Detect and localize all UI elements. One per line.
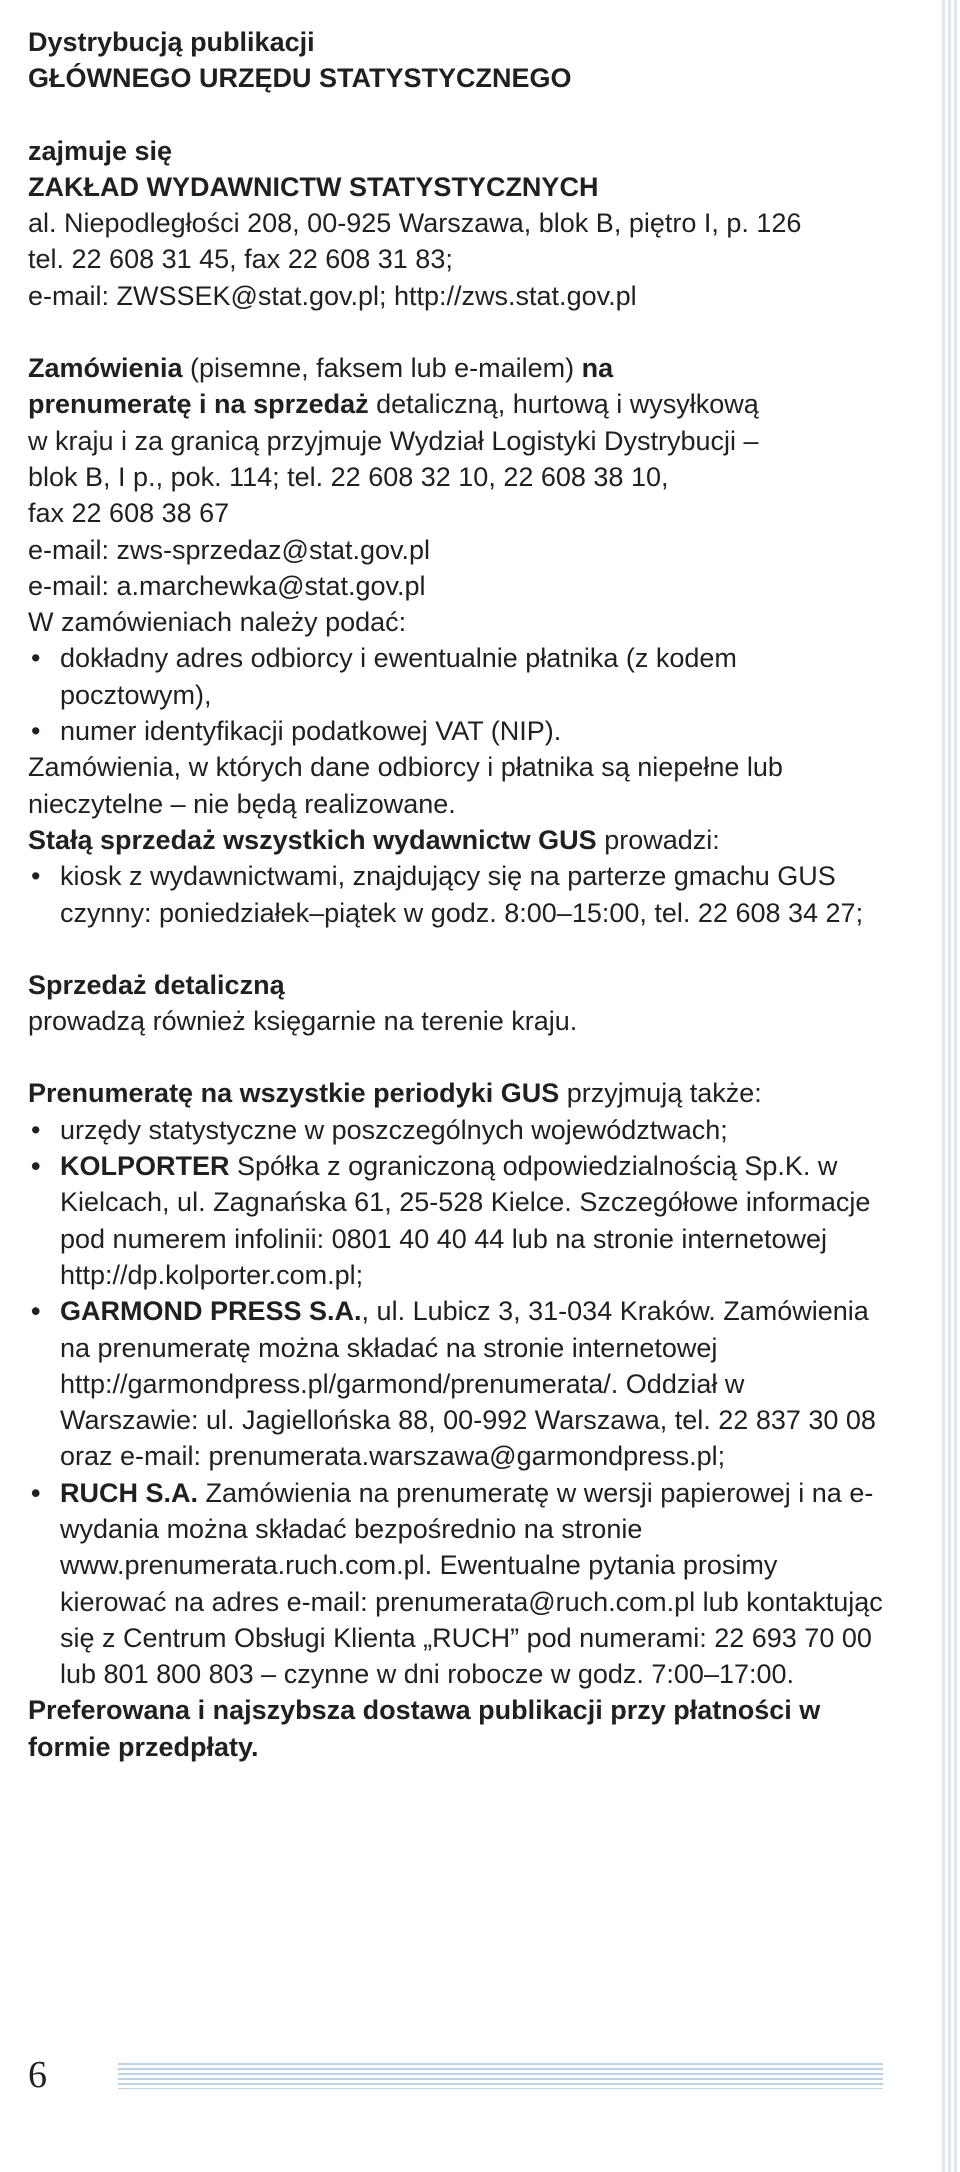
orders-line-2 [28,386,888,422]
page-edge-stripes [942,0,960,2172]
list-item [28,1293,888,1474]
retail-text: prowadzą również księgarnie na terenie kraju. [28,1006,578,1037]
list-item-text: , ul. Lubicz 3, 31-034 Kraków. Zamówienia na prenumeratę można składać na stronie internetowej http://garmondpress.pl/garmond/prenumerata/. Oddział w Warszawie: ul. Jagiellońska 88, 00-992 Warszawa, tel. 22 837 30 08 oraz e-mail: prenumerata.warszawa@garmondpress.pl; [60,1296,876,1472]
list-item [28,713,888,749]
subscription-lead-bold: Prenumeratę na wszystkie periodyki GUS [28,1078,560,1109]
orders-line-2-text: detaliczną, hurtową i wysyłkową [368,389,759,420]
list-item-text: Zamówienia na prenumeratę w wersji papierowej i na e-wydania można składać bezpośrednio na stronie www.prenumerata.ruch.com.pl. Ewentualne pytania prosimy kierować na adres e-mail: prenumerata@ruch.com.pl lub kontaktując się z Centrum Obsługi Klienta „RUCH” pod numerami: 22 693 70 00 lub 801 800 803 – czynne w dni robocze w godz. 7:00–17:00. [60,1477,883,1690]
list-item [28,1112,888,1148]
orders-note: Zamówienia, w których dane odbiorcy i płatnika są niepełne lub nieczytelne – nie będą realizowane. [28,752,783,819]
list-item-text: dokładny adres odbiorcy i ewentualnie płatnika (z kodem pocztowym), [60,643,737,710]
orders-lead [28,350,888,386]
header-line-1: Dystrybucją publikacji [28,27,315,57]
orders-na-bold: na [581,353,614,384]
footer-decorative-lines [118,2063,883,2089]
publisher-phone: tel. 22 608 31 45, fax 22 608 31 83; [28,244,453,275]
publisher-contact: e-mail: ZWSSEK@stat.gov.pl; http://zws.stat.gov.pl [28,280,637,311]
subscription-closing: Preferowana i najszybsza dostawa publikacji przy płatności w formie przedpłaty. [28,1695,821,1762]
distribution-info [28,24,888,1765]
permanent-sale-text: prowadzi: [596,824,720,855]
orders-line-2-bold: prenumeratę i na sprzedaż [28,389,369,420]
list-item-bold: GARMOND PRESS S.A. [60,1296,362,1327]
subscription-list [28,1112,888,1693]
subscription-lead [28,1075,888,1111]
orders-lead-text: (pisemne, faksem lub e-mailem) [182,353,582,384]
orders-requirements-list [28,640,888,749]
retail-title: Sprzedaż detaliczną [28,969,285,1000]
publisher-name: ZAKŁAD WYDAWNICTW STATYSTYCZNYCH [28,171,599,202]
list-item-text: kiosk z wydawnictwami, znajdujący się na parterze gmachu GUS czynny: poniedziałek–piątek w godz. 8:00–15:00, tel. 22 608 34 27; [60,861,864,928]
orders-fax: fax 22 608 38 67 [28,498,230,529]
subscription-lead-text: przyjmują także: [559,1078,762,1109]
orders-line-4: blok B, I p., pok. 114; tel. 22 608 32 10, 22 608 38 10, [28,461,669,492]
list-item-text: numer identyfikacji podatkowej VAT (NIP). [60,716,562,747]
page-number: 6 [28,2054,47,2096]
header-line-2: GŁÓWNEGO URZĘDU STATYSTYCZNEGO [28,63,572,94]
list-item-bold: KOLPORTER [60,1151,230,1182]
list-item [28,858,888,931]
publisher-address: al. Niepodległości 208, 00-925 Warszawa, blok B, piętro I, p. 126 [28,208,802,239]
permanent-sale-list [28,858,888,931]
list-item [28,640,888,713]
list-item-text: Spółka z ograniczoną odpowiedzialnością Sp.K. w Kielcach, ul. Zagnańska 61, 25-528 Kielce. Szczegółowe informacje pod numerem infolinii: 0801 40 40 44 lub na stronie internetowej http://dp.kolporter.com.pl; [60,1151,871,1290]
orders-intro: W zamówieniach należy podać: [28,607,407,638]
list-item-bold: RUCH S.A. [60,1477,199,1508]
publisher-line-1: zajmuje się [28,135,173,166]
list-item-text: urzędy statystyczne w poszczególnych województwach; [60,1114,728,1145]
list-item [28,1475,888,1693]
orders-email-1: e-mail: zws-sprzedaz@stat.gov.pl [28,534,431,565]
permanent-sale-bold: Stałą sprzedaż wszystkich wydawnictw GUS [28,824,597,855]
list-item [28,1148,888,1293]
orders-line-3: w kraju i za granicą przyjmuje Wydział Logistyki Dystrybucji – [28,425,759,456]
permanent-sale-lead [28,822,888,858]
orders-lead-bold: Zamówienia [28,353,183,384]
orders-email-2: e-mail: a.marchewka@stat.gov.pl [28,570,426,601]
